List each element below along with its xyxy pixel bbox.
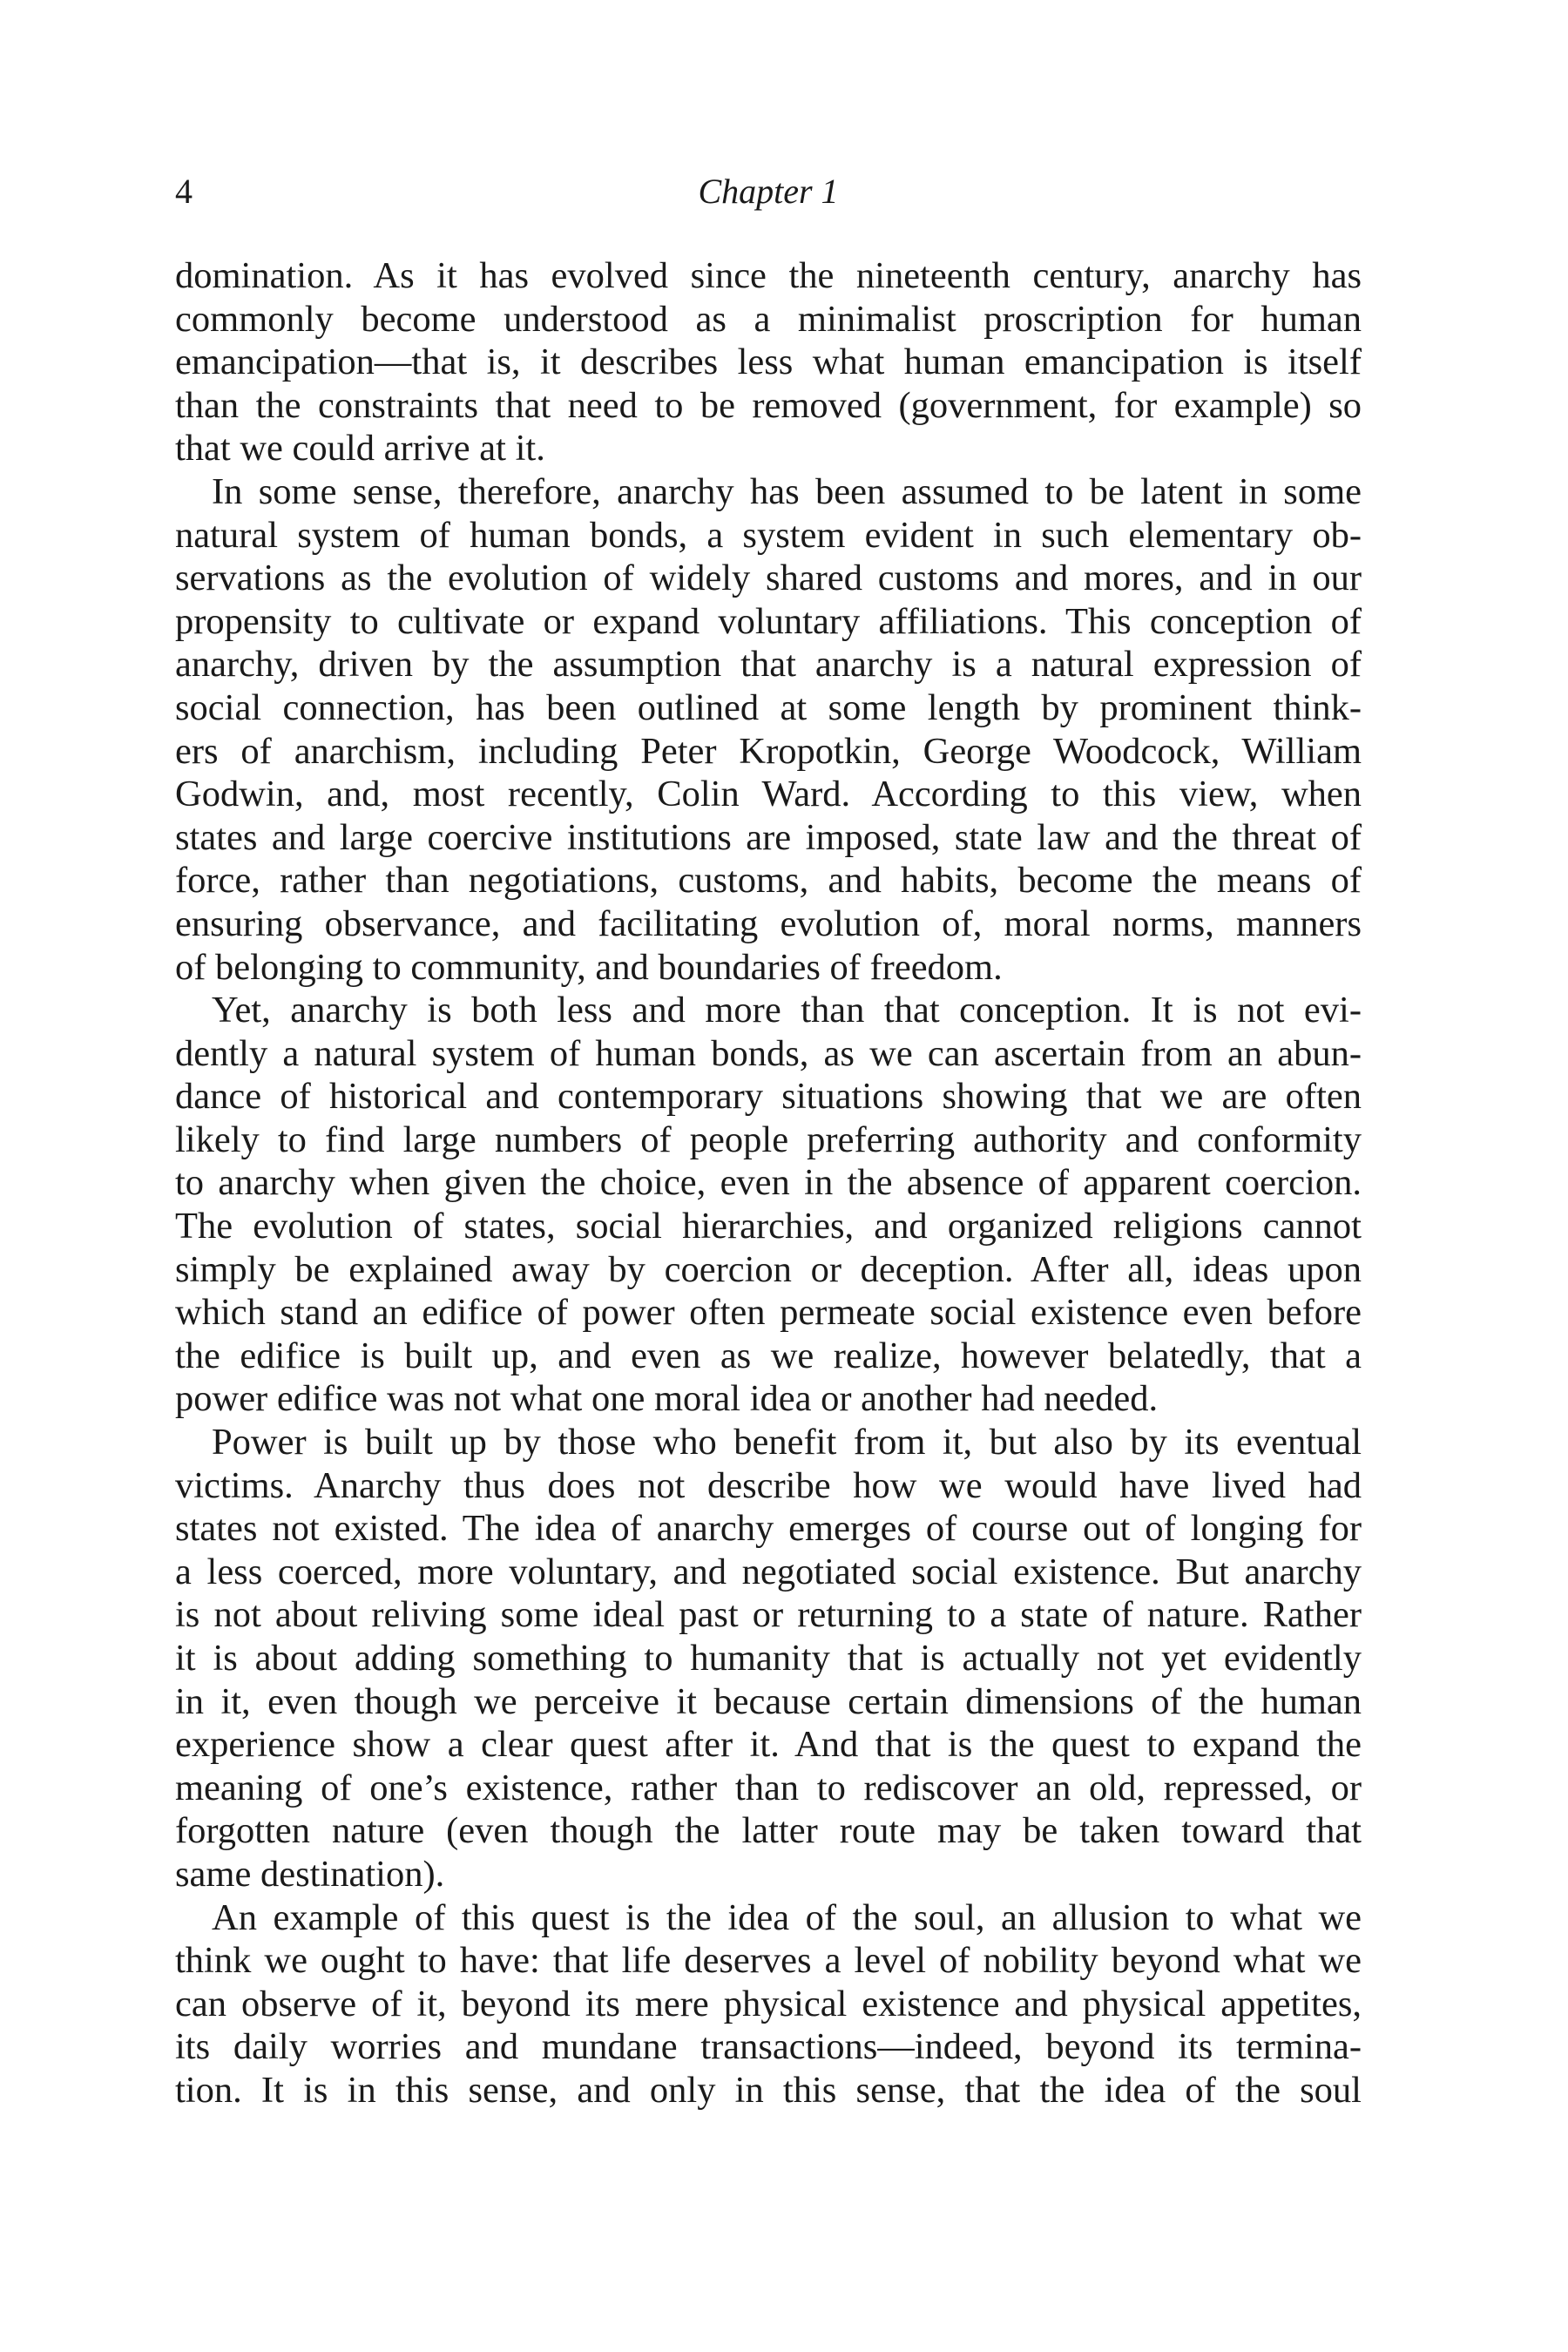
text-line: servations as the evolution of widely shared customs and mores, and in our (175, 558, 1362, 599)
text-line: forgotten nature (even though the latter route may be taken toward that (175, 1810, 1362, 1852)
text-line: natural system of human bonds, a system evident in such elementary ob- (175, 514, 1362, 556)
text-line: can observe of it, beyond its mere physical existence and physical appetites, (175, 1983, 1362, 2024)
text-line: to anarchy when given the choice, even in the absence of apparent coercion. (175, 1162, 1362, 1204)
text-line: domination. As it has evolved since the nineteenth century, anarchy has (175, 255, 1362, 296)
running-head (175, 167, 1362, 216)
text-line: dently a natural system of human bonds, as we can ascertain from an abun- (175, 1032, 1362, 1074)
text-line: simply be explained away by coercion or deception. After all, ideas upon (175, 1248, 1362, 1290)
text-line: the edifice is built up, and even as we realize, however belatedly, that a (175, 1335, 1362, 1376)
paragraph-4 (175, 1421, 1362, 1896)
text-line: of belonging to community, and boundaries of freedom. (175, 946, 1003, 988)
chapter-title: Chapter 1 (698, 172, 839, 211)
text-line: than the constraints that need to be removed (government, for example) so (175, 384, 1362, 426)
text-line: states not existed. The idea of anarchy emerges of course out of longing for (175, 1508, 1362, 1550)
paragraph-5 (175, 1896, 1362, 2112)
text-line: ers of anarchism, including Peter Kropotkin, George Woodcock, William (175, 730, 1362, 772)
text-line: likely to find large numbers of people preferring authority and conformity (175, 1119, 1362, 1160)
body-text (175, 254, 1362, 2112)
text-line: force, rather than negotiations, customs, and habits, become the means of (175, 860, 1362, 902)
text-line: states and large coercive institutions are imposed, state law and the threat of (175, 816, 1362, 858)
text-line: social connection, has been outlined at some length by prominent think- (175, 686, 1362, 728)
text-line: meaning of one’s existence, rather than to rediscover an old, repressed, or (175, 1767, 1362, 1808)
text-line: that we could arrive at it. (175, 428, 545, 470)
text-line: The evolution of states, social hierarchies, and organized religions cannot (175, 1206, 1362, 1247)
page-number: 4 (175, 172, 193, 211)
text-line: in it, even though we perceive it because certain dimensions of the human (175, 1680, 1362, 1722)
text-line: In some sense, therefore, anarchy has been assumed to be latent in some (212, 470, 1362, 512)
text-line: a less coerced, more voluntary, and negotiated social existence. But anarchy (175, 1551, 1362, 1592)
paragraph-3 (175, 989, 1362, 1421)
text-line: commonly become understood as a minimalist proscription for human (175, 298, 1362, 340)
text-line: its daily worries and mundane transactions—indeed, beyond its termina- (175, 2026, 1362, 2068)
paragraph-1 (175, 254, 1362, 470)
text-line: is not about reliving some ideal past or returning to a state of nature. Rather (175, 1594, 1362, 1636)
text-line: Yet, anarchy is both less and more than that conception. It is not evi- (212, 990, 1362, 1031)
text-line: which stand an edifice of power often permeate social existence even before (175, 1292, 1362, 1334)
text-line: ensuring observance, and facilitating evolution of, moral norms, manners (175, 902, 1362, 944)
text-line: propensity to cultivate or expand voluntary affiliations. This conception of (175, 600, 1362, 642)
text-line: it is about adding something to humanity that is actually not yet evidently (175, 1638, 1362, 1679)
text-line: An example of this quest is the idea of the soul, an allusion to what we (212, 1896, 1362, 1938)
text-line: Godwin, and, most recently, Colin Ward. According to this view, when (175, 774, 1362, 815)
text-line: emancipation—that is, it describes less what human emancipation is itself (175, 341, 1362, 383)
text-line: power edifice was not what one moral idea or another had needed. (175, 1378, 1159, 1420)
text-line: tion. It is in this sense, and only in this sense, that the idea of the soul (175, 2069, 1362, 2111)
text-line: anarchy, driven by the assumption that anarchy is a natural expression of (175, 644, 1362, 686)
text-line: Power is built up by those who benefit from it, but also by its eventual (212, 1422, 1362, 1463)
text-line: dance of historical and contemporary situations showing that we are often (175, 1076, 1362, 1118)
paragraph-2 (175, 470, 1362, 989)
text-line: victims. Anarchy thus does not describe how we would have lived had (175, 1464, 1362, 1506)
text-line: experience show a clear quest after it. And that is the quest to expand the (175, 1724, 1362, 1766)
text-line: think we ought to have: that life deserves a level of nobility beyond what we (175, 1940, 1362, 1982)
text-line: same destination). (175, 1853, 445, 1895)
